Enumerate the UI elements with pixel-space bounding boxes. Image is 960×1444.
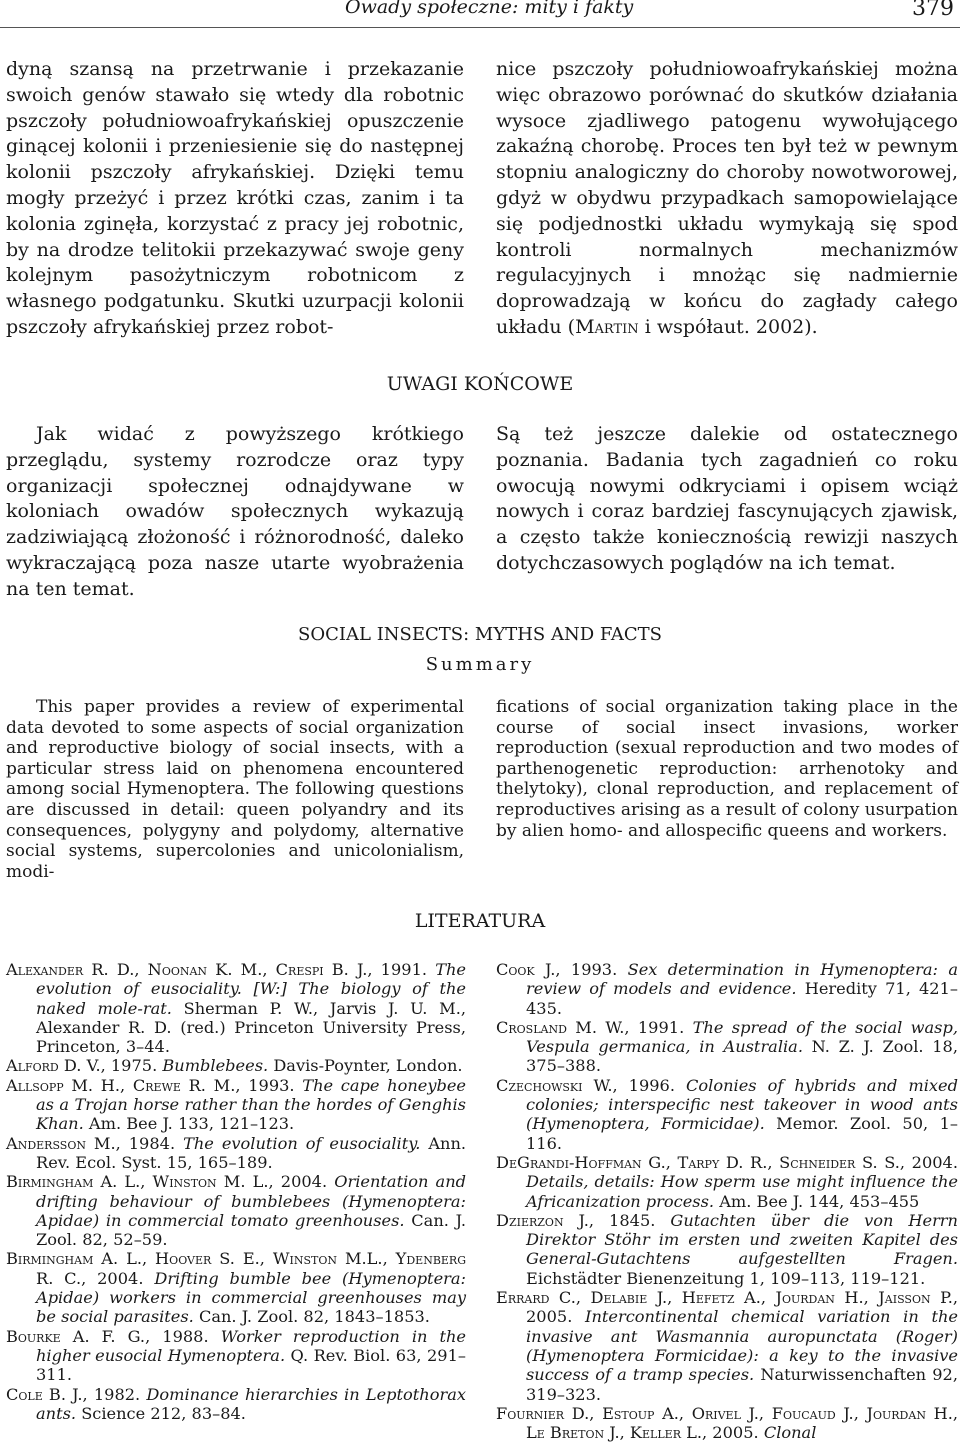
reference-authors: Birmingham A. L., Winston M. L., 2004. <box>6 1172 328 1192</box>
reference-authors: Crosland M. W., 1991. <box>496 1017 685 1037</box>
main-paragraph-right-end: i współaut. 2002). <box>638 315 818 338</box>
summary-title: SOCIAL INSECTS: MYTHS AND FACTS <box>298 624 662 645</box>
conclusions-heading: UWAGI KOŃCOWE <box>386 373 574 395</box>
reference-authors: Errard C., Delabie J., Hefetz A., Jourdan H., Jaisson P., 2005. <box>496 1288 958 1327</box>
reference-source: Naturwissenchaften 92, 319–323. <box>526 1365 958 1404</box>
main-text-left-column <box>6 57 464 341</box>
main-paragraph-right-text: nice pszczoły południowoafrykańskiej można więc obrazowo porównać do skutków działania wysoce zjadliwego patogenu wywołującego zakaźną chorobę. Proces ten był też w pewnym stopniu analogiczny do choroby nowotworowej, gdyż w obydwu przypadkach samopowielające się podjednostki układu wymykają się spod kontroli normalnych mechanizmów regulacyjnych i mnożąc się nadmiernie doprowadzają w końcu do zagłady całego układu ( <box>496 58 958 338</box>
reference-title: Bumblebees. <box>162 1056 269 1076</box>
reference-item <box>6 1249 466 1326</box>
reference-source: Sherman P. W., Jarvis J. U. M., Alexander R. D. (red.) Princeton University Press, Princeton, 3–44. <box>36 998 466 1057</box>
reference-source: N. Z. J. Zool. 18, 375–388. <box>526 1037 958 1076</box>
conclusions-paragraph-right: Są też jeszcze dalekie od ostatecznego poznania. Badania tych zagadnień co roku owocują nowymi odkryciami i opisem wciąż nowych i coraz bardziej fascynujących zjawisk, a często także koniecznością rewizji naszych dotychczasowych poglądów na ich temat. <box>496 423 958 574</box>
reference-item <box>496 1211 958 1288</box>
reference-title: Details, details: How sperm use might influence the Africanization process. <box>526 1172 958 1211</box>
reference-item <box>6 1327 466 1385</box>
reference-title: Dominance hierarchies in Leptothorax ants. <box>36 1384 466 1423</box>
conclusions-paragraph-left: Jak widać z powyższego krótkiego przeglądu, systemy rozrodcze oraz typy organizacji społecznej odnajdywane w koloniach owadów społecznych wykazują zadziwiającą złożoność i różnorodność, daleko wykraczającą poza nasze utarte wyobrażenia na ten temat. <box>6 423 464 600</box>
conclusions-left-column <box>6 422 464 603</box>
reference-authors: Cook J., 1993. <box>496 960 618 979</box>
summary-paragraph-right: fications of social organization taking place in the course of social insect invasions, worker reproduction (sexual reproduction and two modes of parthenogenetic reproduction: arrhenotoky and thelytoky), clonal reproduction, and replacement of reproductives arising as a result of colony usurpation by alien homo- and allospecific queens and workers. <box>496 697 958 841</box>
reference-item <box>6 1172 466 1249</box>
reference-title: Colonies of hybrids and mixed colonies; interspecific nest takeover in wood ants (Hymenoptera, Formicidae). <box>526 1075 958 1134</box>
reference-authors: Dzierzon J., 1845. <box>496 1210 656 1230</box>
reference-source: Can. J. Zool. 82, 1843–1853. <box>198 1307 430 1327</box>
conclusions-right-column <box>496 422 958 577</box>
reference-item <box>6 1056 466 1075</box>
reference-source: Eichstädter Bienenzeitung 1, 109–113, 119–121. <box>526 1268 926 1288</box>
summary-right-column <box>496 697 958 841</box>
reference-title: The evolution of eusociality. <box>183 1133 421 1153</box>
reference-title: Intercontinental chemical variation in the invasive ant Wasmannia auropunctata (Roger) (Hymenoptera Formicidae): a key to the invasive success of a tramp species. <box>526 1307 958 1385</box>
reference-item <box>6 1385 466 1424</box>
references-right-column <box>496 960 958 1442</box>
reference-item <box>6 1076 466 1134</box>
reference-item <box>496 1153 958 1211</box>
page-number: 379 <box>912 0 954 21</box>
reference-authors: DeGrandi-Hoffman G., Tarpy D. R., Schneider S. S., 2004. <box>496 1152 958 1172</box>
main-paragraph-right <box>496 57 958 341</box>
reference-source: Am. Bee J. 133, 121–123. <box>88 1114 295 1134</box>
reference-title: The cape honeybee as a Trojan horse rather than the hordes of Genghis Khan. <box>36 1075 466 1134</box>
header-rule <box>0 27 960 28</box>
reference-authors: Birmingham A. L., Hoover S. E., Winston M.L., Ydenberg R. C., 2004. <box>6 1249 466 1288</box>
reference-authors: Fournier D., Estoup A., Orivel J., Foucaud J., Jourdan H., Le Breton J., Keller L., 2005. <box>496 1403 958 1443</box>
reference-source: Heredity 71, 421–435. <box>526 979 959 1018</box>
reference-title: The spread of the social wasp, Vespula germanica, in Australia. <box>526 1017 958 1057</box>
reference-title: Orientation and drifting behaviour of bumblebees (Hymenoptera: Apidae) in commercial tomato greenhouses. <box>36 1172 466 1230</box>
reference-title: Clonal <box>763 1423 817 1443</box>
reference-title: Drifting bumble bee (Hymenoptera: Apidae) workers in commercial greenhouses may be social parasites. <box>36 1268 466 1327</box>
references-left-column <box>6 960 466 1423</box>
reference-authors: Bourke A. F. G., 1988. <box>6 1326 209 1346</box>
reference-authors: Cole B. J., 1982. <box>6 1384 141 1404</box>
reference-title: Sex determination in Hymenoptera: a review of models and evidence. <box>526 960 958 999</box>
reference-source: Science 212, 83–84. <box>81 1403 246 1423</box>
reference-item <box>496 1404 958 1443</box>
main-text-right-column <box>496 57 958 341</box>
reference-source: Can. J. Zool. 82, 52–59. <box>36 1210 466 1250</box>
reference-item <box>496 1076 958 1153</box>
main-paragraph-left: dyną szansą na przetrwanie i przekazanie swoich genów stawało się wtedy dla robotnic pszczoły południowoafrykańskiej opuszczenie ginącej kolonii i przeniesienie się do następnej kolonii pszczoły afrykańskiej. Dzięki temu mogły przeżyć i przez krótki czas, zanim i ta kolonia zginęła, korzystać z pracy jej robotnic, by na drodze telitokii przekazywać swoje geny kolejnym pasożytniczym robotnicom z własnego podgatunku. Skutki uzurpacji kolonii pszczoły afrykańskiej przez robot- <box>6 58 464 338</box>
reference-item <box>6 960 466 1056</box>
reference-title: Gutachten über die von Herrn Direktor Stöhr im ersten und zweiten Kapitel des General-Gutachtens aufgestellten Fragen. <box>526 1210 958 1269</box>
reference-item <box>496 1288 958 1404</box>
summary-left-column <box>6 697 464 882</box>
reference-source: Am. Bee J. 144, 453–455 <box>719 1191 920 1211</box>
cited-author: Martin <box>575 315 639 338</box>
reference-title: Worker reproduction in the higher eusocial Hymenoptera. <box>36 1326 466 1365</box>
reference-source: Q. Rev. Biol. 63, 291–311. <box>36 1345 466 1385</box>
reference-item <box>496 960 958 1018</box>
reference-source: Davis-Poynter, London. <box>273 1056 463 1076</box>
reference-authors: Alford D. V., 1975. <box>6 1056 158 1076</box>
reference-source: Memor. Zool. 50, 1–116. <box>526 1114 958 1153</box>
reference-authors: Andersson M., 1984. <box>6 1133 176 1153</box>
summary-subtitle: Summary <box>425 654 535 675</box>
literature-heading: LITERATURA <box>414 910 546 932</box>
reference-item <box>496 1018 958 1076</box>
running-title: Owady społeczne: mity i fakty <box>345 0 634 18</box>
reference-source: Ann. Rev. Ecol. Syst. 15, 165–189. <box>36 1133 467 1172</box>
reference-title: The evolution of eusociality. [W:] The biology of the naked mole-rat. <box>36 960 466 1018</box>
reference-authors: Alexander R. D., Noonan K. M., Crespi B. J., 1991. <box>6 960 428 979</box>
reference-authors: Czechowski W., 1996. <box>496 1075 675 1095</box>
summary-paragraph-left: This paper provides a review of experimental data devoted to some aspects of social organization and reproductive biology of social insects, with a particular stress laid on phenomena encountered among social Hymenoptera. The following questions are discussed in detail: queen polyandry and its consequences, polygyny and polydomy, alternative social systems, supercolonies and unicolonialism, modi- <box>6 697 464 882</box>
reference-item <box>6 1134 466 1173</box>
reference-authors: Allsopp M. H., Crewe R. M., 1993. <box>6 1075 295 1095</box>
